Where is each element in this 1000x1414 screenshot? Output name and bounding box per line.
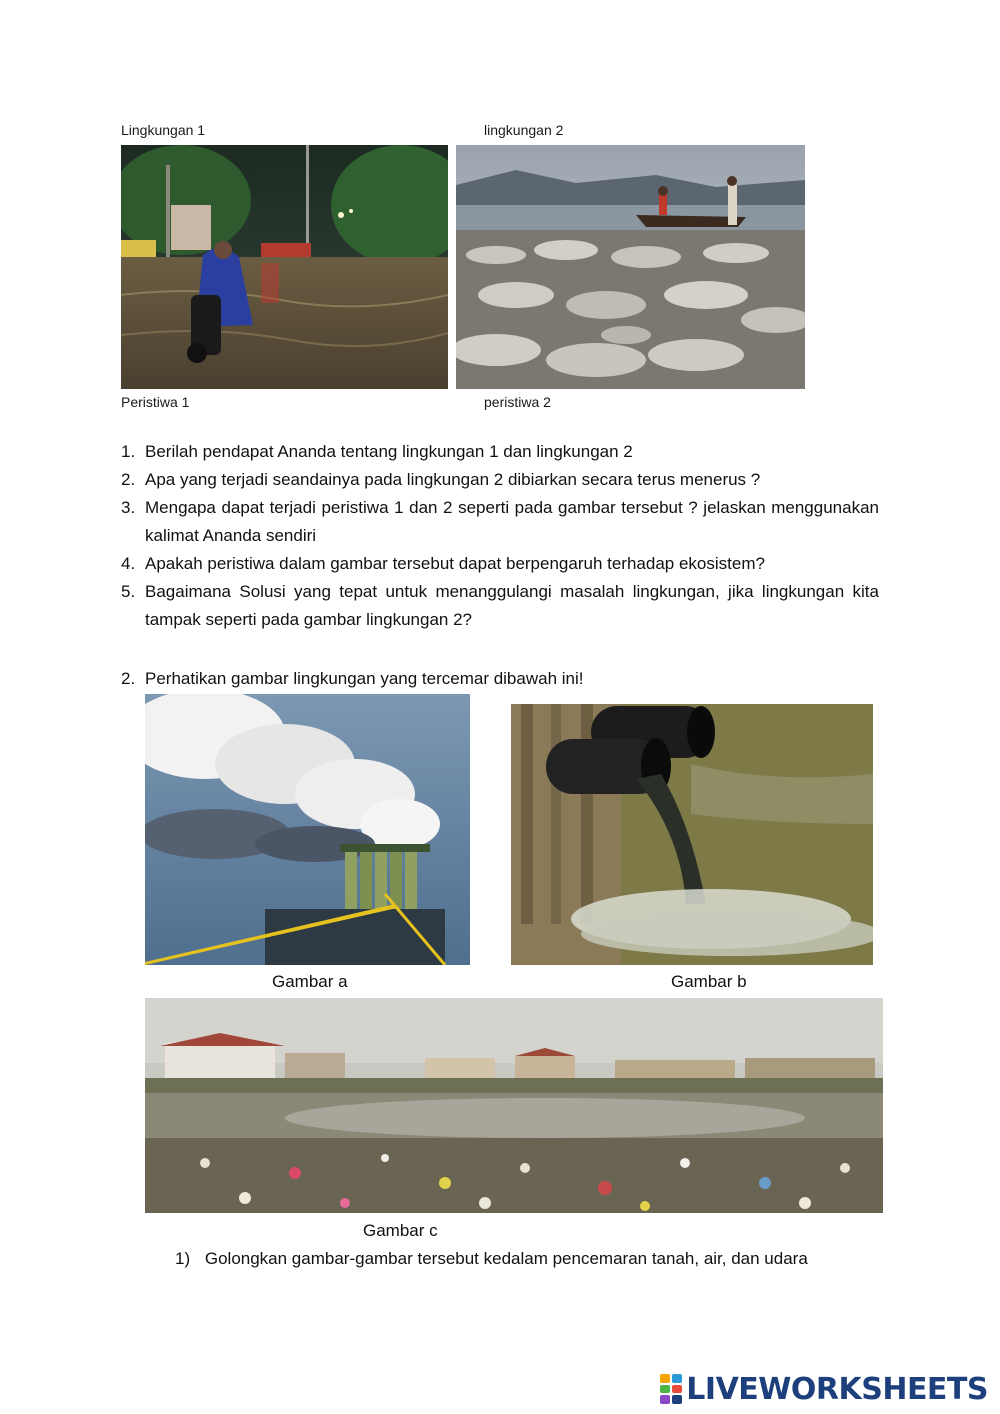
brand-name: LIVEWORKSHEETS <box>686 1371 988 1407</box>
flood-photo <box>121 145 448 389</box>
list-item: 1. Berilah pendapat Ananda tentang lingkungan 1 dan lingkungan 2 <box>121 442 633 461</box>
task-instruction: 1) Golongkan gambar-gambar tersebut kedalam pencemaran tanah, air, dan udara <box>175 1249 808 1268</box>
liveworksheets-logo <box>660 1370 988 1408</box>
question-list <box>121 438 879 634</box>
section-2-heading: 2. Perhatikan gambar lingkungan yang tercemar dibawah ini! <box>121 669 584 688</box>
list-item: 2. Apa yang terjadi seandainya pada lingkungan 2 dibiarkan secara terus menerus ? <box>121 470 761 489</box>
caption-gambar-c: Gambar c <box>363 1221 438 1240</box>
caption-gambar-b: Gambar b <box>671 972 747 991</box>
list-item: 4. Apakah peristiwa dalam gambar tersebut dapat berpengaruh terhadap ekosistem? <box>121 554 765 573</box>
label-lingkungan-2: lingkungan 2 <box>484 122 564 138</box>
dead-fish-photo <box>456 145 805 389</box>
list-item: 3. Mengapa dapat terjadi peristiwa 1 dan 2 seperti pada gambar tersebut ? jelaskan menggunakan kalimat Ananda sendiri <box>121 498 879 545</box>
caption-gambar-a: Gambar a <box>272 972 348 991</box>
label-lingkungan-1: Lingkungan 1 <box>121 122 206 138</box>
liveworksheets-logo-icon <box>660 1374 682 1404</box>
list-item: 5. Bagaimana Solusi yang tepat untuk menanggulangi masalah lingkungan, jika lingkungan kita tampak seperti pada gambar lingkungan 2? <box>121 582 879 629</box>
caption-peristiwa-1: Peristiwa 1 <box>121 394 190 410</box>
caption-peristiwa-2: peristiwa 2 <box>484 394 551 410</box>
factory-smoke-photo <box>145 694 470 965</box>
garbage-water-photo <box>145 998 883 1213</box>
pipe-discharge-photo <box>511 704 873 965</box>
